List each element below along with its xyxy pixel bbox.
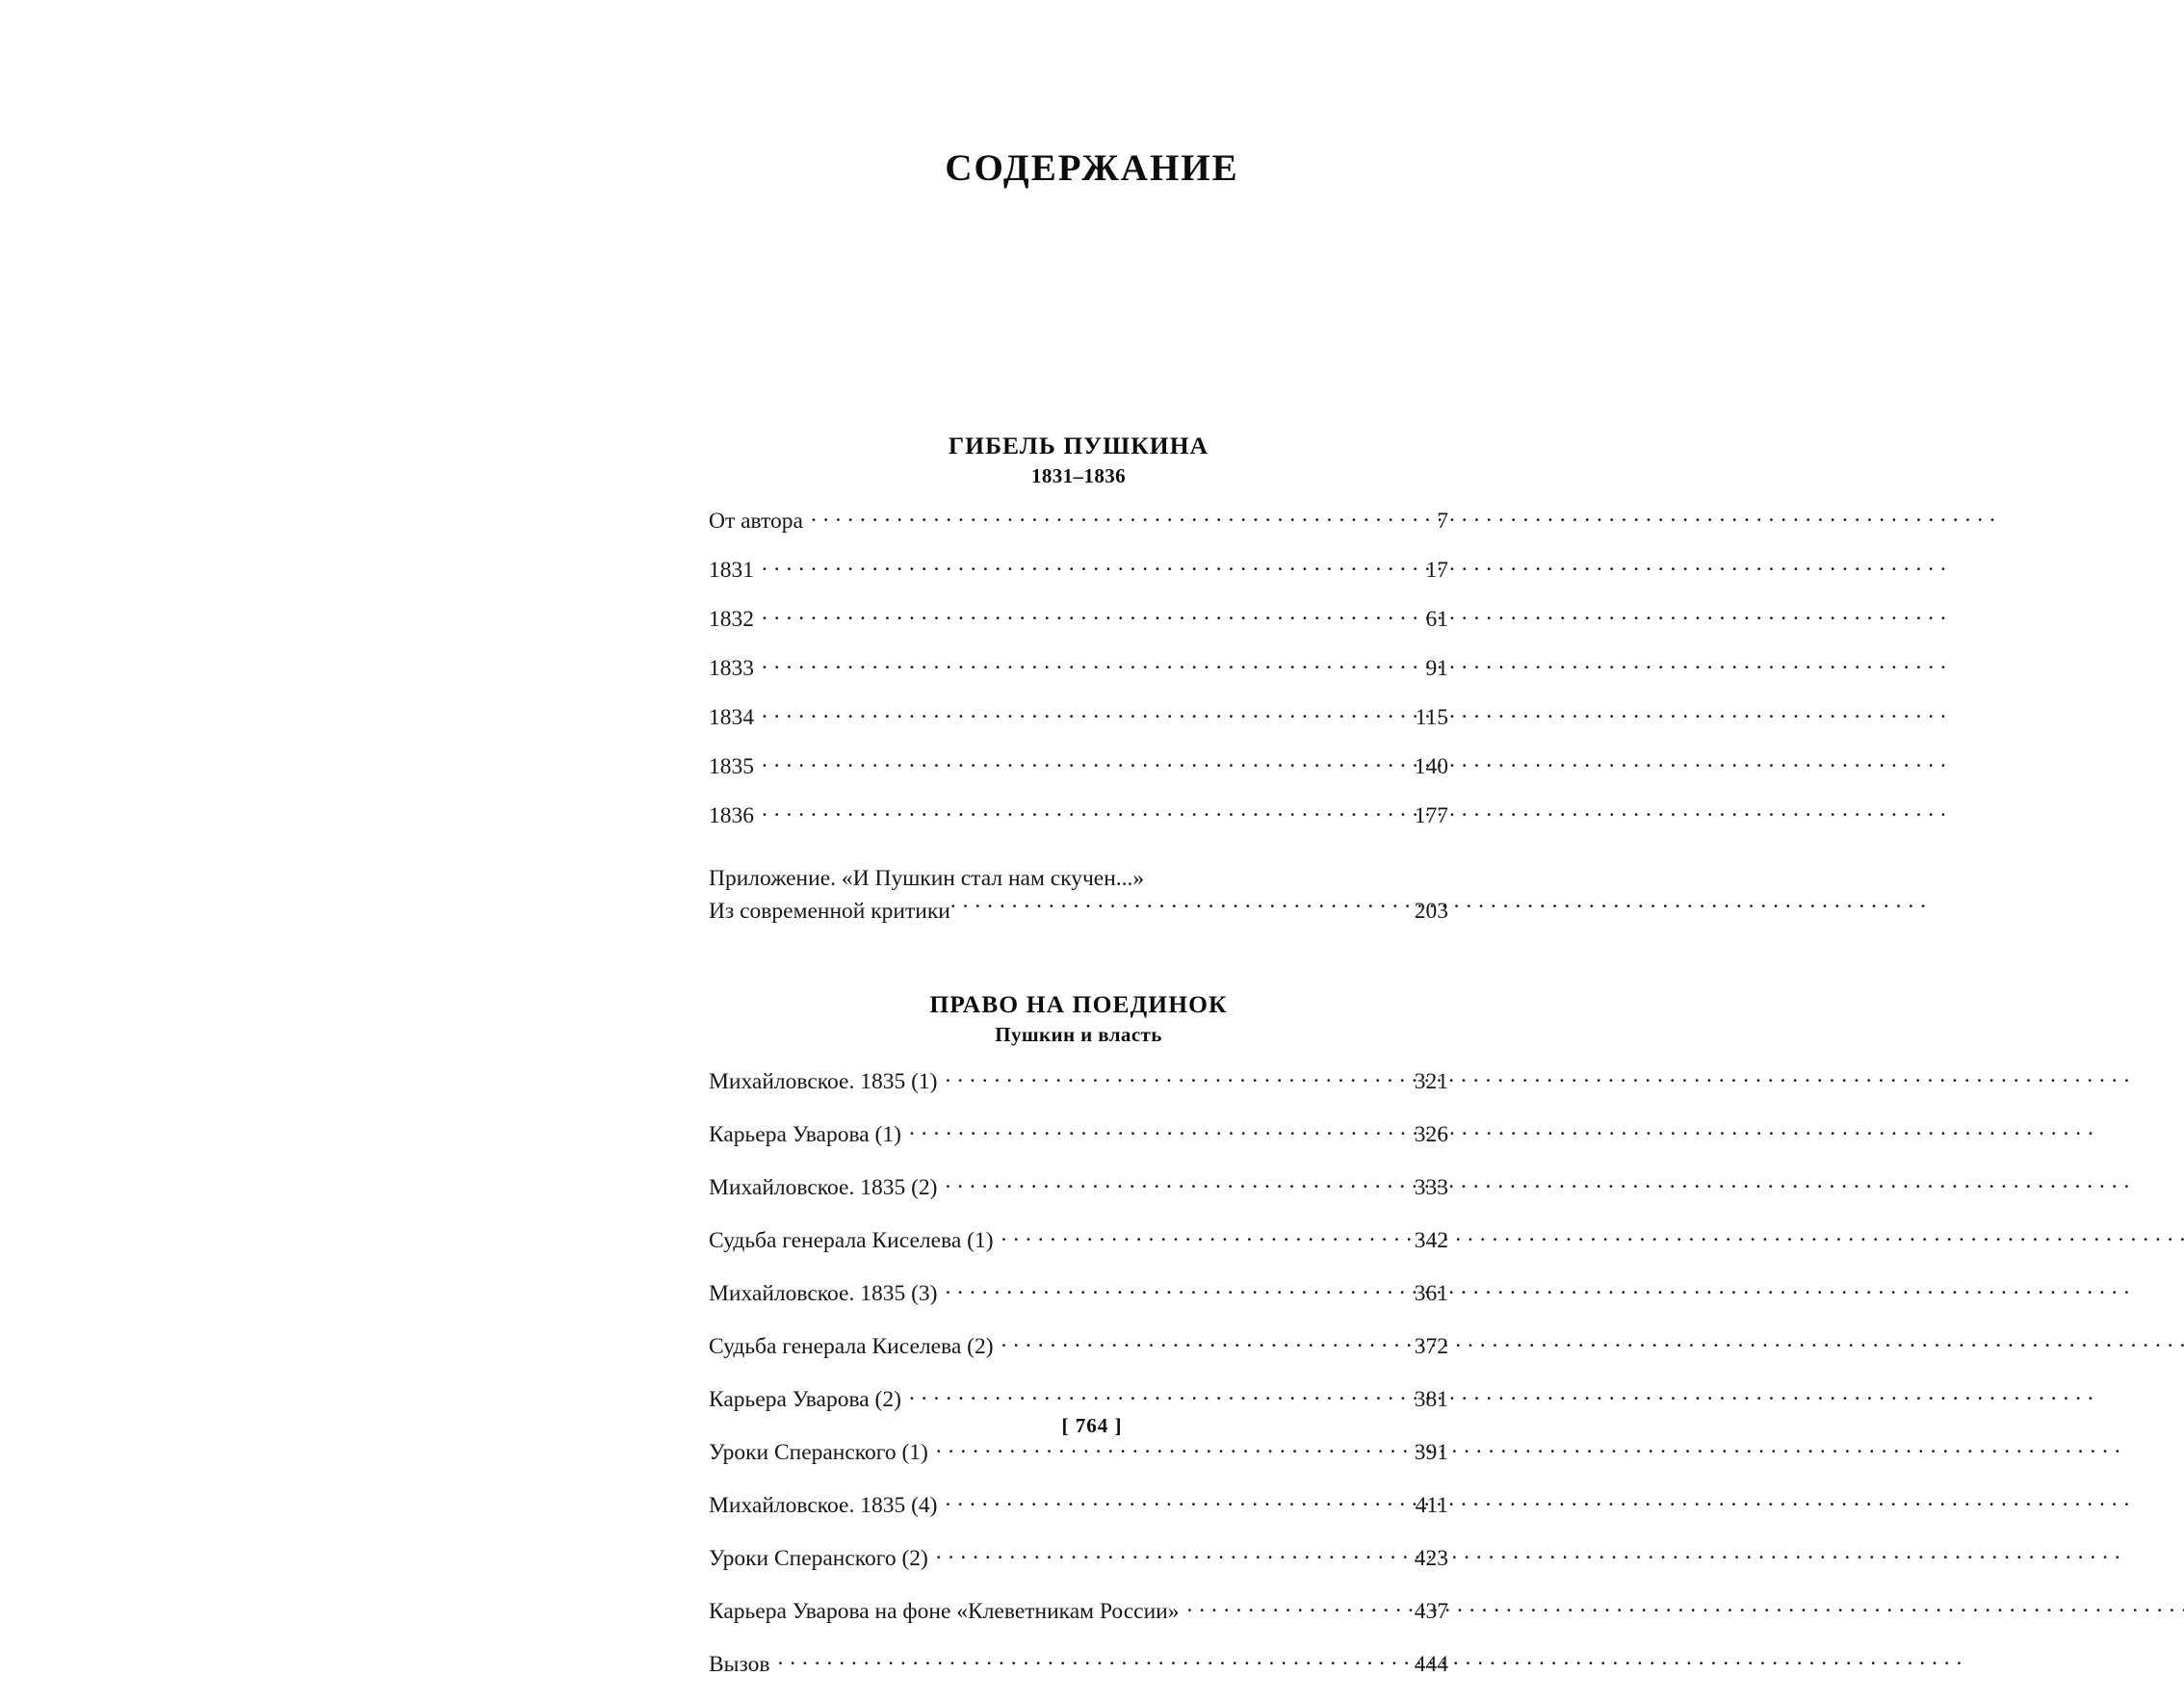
appendix-second-line <box>709 895 1448 927</box>
toc-entry-page: 326 <box>1414 1122 1448 1148</box>
toc-entry[interactable] <box>709 1596 1448 1624</box>
toc-entry-label: Судьба генерала Киселева (2) <box>709 1334 994 1360</box>
toc-entry[interactable] <box>709 652 1448 680</box>
toc-entry[interactable] <box>709 1384 1448 1412</box>
toc-entry-page: 381 <box>1414 1387 1448 1413</box>
dot-leader <box>909 1119 1387 1142</box>
toc-entry[interactable] <box>709 1066 1448 1094</box>
toc-entry[interactable] <box>709 1278 1448 1306</box>
toc-entry-label: Михайловское. 1835 (4) <box>709 1493 938 1519</box>
dot-leader <box>762 750 1387 773</box>
toc-entry-label: 1835 <box>709 753 754 779</box>
toc-entry-label: Карьера Уварова на фоне «Клеветникам России» <box>709 1599 1180 1625</box>
dot-leader <box>777 1649 1387 1672</box>
toc-entry-page: 91 <box>1425 655 1448 681</box>
toc-entry-label: Михайловское. 1835 (1) <box>709 1069 938 1095</box>
dot-leader <box>946 1490 1387 1513</box>
toc-entry-label: От автора <box>709 508 803 534</box>
toc-entry-label: Карьера Уварова (1) <box>709 1122 901 1148</box>
toc-entry-page: 321 <box>1414 1069 1448 1095</box>
section-header <box>709 990 1448 1048</box>
toc-entry[interactable] <box>709 750 1448 778</box>
section-header <box>709 432 1448 489</box>
toc-section-pravo-na-poedinok <box>709 990 1448 1676</box>
toc-entry-page: 17 <box>1425 557 1448 583</box>
toc-entry[interactable] <box>709 1649 1448 1677</box>
toc-entry-label: Судьба генерала Киселева (1) <box>709 1228 994 1254</box>
page-title: СОДЕРЖАНИЕ <box>945 147 1239 189</box>
toc-entry-page: 203 <box>1414 898 1448 924</box>
toc-entry-label: 1833 <box>709 655 754 681</box>
toc-entry-appendix[interactable] <box>709 864 1448 927</box>
toc-entry-page: 177 <box>1414 802 1448 828</box>
toc-entry-label: 1836 <box>709 802 754 828</box>
toc-entry[interactable] <box>709 701 1448 729</box>
toc-entry-page: 140 <box>1414 753 1448 779</box>
toc-entry-page: 372 <box>1414 1334 1448 1360</box>
toc-entry-page: 444 <box>1414 1652 1448 1678</box>
toc-entry[interactable] <box>709 505 1448 533</box>
dot-leader <box>1001 1331 1387 1354</box>
toc-entry[interactable] <box>709 554 1448 582</box>
toc-entry-page: 7 <box>1437 508 1448 534</box>
dot-leader <box>1187 1596 1388 1619</box>
dot-leader <box>762 554 1387 577</box>
dot-leader <box>909 1384 1387 1407</box>
dot-leader <box>811 505 1387 528</box>
toc-entry-label: 1832 <box>709 606 754 632</box>
dot-leader <box>762 652 1387 675</box>
toc-page <box>562 0 1622 1678</box>
toc-entry-label: Вызов <box>709 1652 770 1678</box>
toc-entry-label: Карьера Уварова (2) <box>709 1387 901 1413</box>
toc-entry-page: 391 <box>1414 1440 1448 1466</box>
appendix-label: Из современной критики <box>709 898 950 924</box>
toc-entry[interactable] <box>709 603 1448 631</box>
toc-content <box>709 432 1448 1702</box>
toc-entry-page: 411 <box>1415 1493 1448 1519</box>
section-subtitle: 1831–1836 <box>1030 464 1127 488</box>
toc-entry-page: 342 <box>1414 1228 1448 1254</box>
dot-leader <box>762 603 1387 626</box>
toc-entry-page: 333 <box>1414 1175 1448 1201</box>
toc-entry-label: Уроки Сперанского (2) <box>709 1546 928 1572</box>
toc-entry[interactable] <box>709 1119 1448 1147</box>
page-folio <box>562 1414 1622 1438</box>
toc-entry-label: 1834 <box>709 704 754 730</box>
section-title: ПРАВО НА ПОЕДИНОК <box>929 990 1228 1019</box>
dot-leader <box>762 701 1387 724</box>
toc-entry-list <box>709 1066 1448 1677</box>
toc-entry-label: Михайловское. 1835 (3) <box>709 1281 938 1307</box>
toc-entry[interactable] <box>709 799 1448 827</box>
toc-entry-page: 61 <box>1425 606 1448 632</box>
toc-entry[interactable] <box>709 1437 1448 1465</box>
toc-entry[interactable] <box>709 1543 1448 1571</box>
toc-entry[interactable] <box>709 1172 1448 1200</box>
appendix-title-line: Приложение. «И Пушкин стал нам скучен...» <box>709 866 1145 892</box>
dot-leader <box>946 1066 1387 1089</box>
toc-entry[interactable] <box>709 1331 1448 1359</box>
section-title: ГИБЕЛЬ ПУШКИНА <box>948 432 1209 459</box>
dot-leader <box>762 799 1387 823</box>
toc-entry-list <box>709 505 1448 827</box>
toc-entry[interactable] <box>709 1225 1448 1253</box>
toc-section-gibel-pushkina <box>709 432 1448 927</box>
dot-leader <box>936 1543 1387 1566</box>
dot-leader <box>950 895 1389 918</box>
dot-leader <box>1001 1225 1387 1248</box>
folio-open-bracket: [ <box>1061 1414 1070 1437</box>
folio-number: 764 <box>1075 1414 1109 1437</box>
toc-entry-page: 115 <box>1415 704 1448 730</box>
dot-leader <box>936 1437 1387 1460</box>
toc-entry-page: 437 <box>1414 1599 1448 1625</box>
toc-entry-page: 423 <box>1414 1546 1448 1572</box>
dot-leader <box>946 1278 1387 1301</box>
toc-entry[interactable] <box>709 1490 1448 1518</box>
section-subtitle: Пушкин и власть <box>995 1023 1162 1047</box>
toc-entry-label: Уроки Сперанского (1) <box>709 1440 928 1466</box>
toc-entry-label: 1831 <box>709 557 754 583</box>
toc-entry-label: Михайловское. 1835 (2) <box>709 1175 938 1201</box>
folio-close-bracket: ] <box>1114 1414 1123 1437</box>
toc-entry-page: 361 <box>1414 1281 1448 1307</box>
dot-leader <box>946 1172 1387 1195</box>
